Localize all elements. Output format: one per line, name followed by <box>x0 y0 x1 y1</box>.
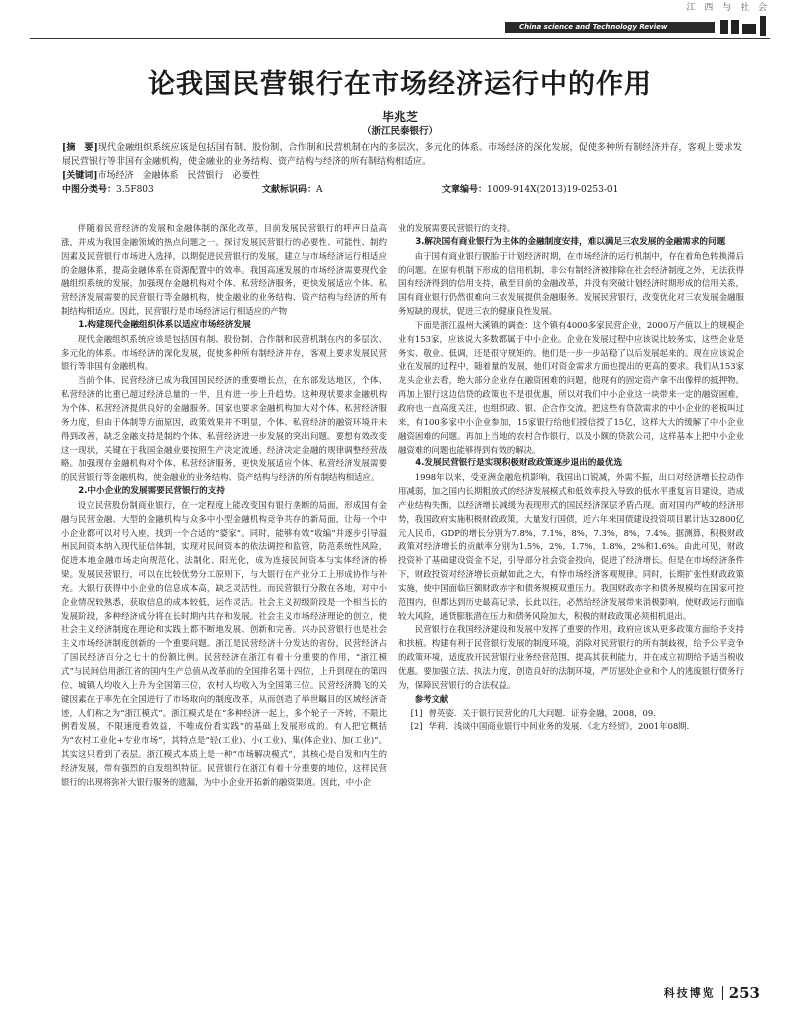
article-id-value: 1009-914X(2013)19-0253-01 <box>487 185 619 195</box>
footer-divider <box>722 986 723 1000</box>
journal-logo-icon <box>718 14 778 38</box>
body-paragraph: 民营银行在我国经济建设和发展中发挥了重要的作用，政府应该从更多政策方面给予支持和扶植。构建有利于民营银行发展的制度环境，消除对民营银行的所有制歧视，给予公平竞争的政策环境，适度放开民营银行业务经营范围，提高其获利能力，并在成立初期给予适当税收优惠。要加强立法、执法力度，创造良好的法制环境，严厉惩处企业和个人的逃废银行债务行为，保障民营银行的合法权益。 <box>398 624 744 690</box>
article-meta <box>62 184 742 198</box>
keywords <box>62 170 742 184</box>
reference-number: [2] <box>410 721 423 732</box>
body-paragraph: 当前个体、民营经济已成为我国国民经济的重要增长点，在东部发达地区，个体、私营经济的比重已超过经济总量的一半，且有进一步上升趋势。这种现状要求金融机构为个体、私营经济提供良好的金融服务。国家也要求金融机构加大对个体、私营经济服务力度，但由于体制等方面原因，政策效果并不明显，个体、私营经济的融资环境并未得到改善，缺乏金融支持是制约个体、私营经济进一步发展的突出问题。要想有效改变这一现状，关键在于我国金融业要按照生产决定流通、经济决定金融的规律调整经营战略。加强现存金融机构对个体、私营经济服务，更快发展适应个体、私营经济发展需要的民营银行等金融机构，使金融业的业务结构、资产结构与经济的所有制结构相适应。 <box>61 375 387 483</box>
article-id-entry <box>442 184 618 198</box>
doc-code-label: 文献标识码： <box>262 185 317 195</box>
doc-code-entry <box>262 184 442 198</box>
reference-item <box>398 707 744 721</box>
keywords-label: [关键词] <box>62 171 98 181</box>
body-paragraph: 1998年以来，受亚洲金融危机影响，我国出口锐减，外需不振，出口对经济增长拉动作用减弱，加之国内长期粗放式的经济发展模式和低效率投入导致的低水平重复盲目建设，造成产业结构失衡，以经济增长减缓为表现形式的国民经济深层矛盾凸现。面对国内严峻的经济形势，我国政府实施积极财政政策，大量发行国债，近六年来国债建设投资项目累计达32800亿元人民币，GDP的增长分别为7.8%，7.1%，8%，7.3%，8%，7.4%。据测算，积极财政政策对经济增长的贡献率分别为1.5%，2%，1.7%，1.8%，2%和1.6%。由此可见，财政投资补了基础建设资金不足，引导部分社会资金投向，促进了经济增长。但是在市场经济条件下，财政投资对经济增长贡献如此之大，有悖市场经济客观规律。同时，长期扩张性财政政策实施，使中国面临巨额财政赤字和债务规模双重压力。我国财政赤字和债务规模均在国家可控范围内，但都达到历史最高记录，长此以往，必然给经济发展带来消极影响，使财政运行面临较大风险，通货膨胀潜在压力和债务风险加大，积极的财政政策必须相机退出。 <box>398 472 744 621</box>
page-number: 253 <box>728 983 760 1002</box>
doc-code-value: A <box>316 185 323 195</box>
section-heading: 4.发展民营银行是实现积极财政政策逐步退出的最优选 <box>415 458 623 469</box>
article-title: 论我国民营银行在市场经济运行中的作用 <box>148 69 652 100</box>
journal-header-text: 江 西 与 社 会 <box>686 3 770 13</box>
body-paragraph: 下面是浙江温州大溪镇的调查：这个镇有4000多家民营企业，2000万产值以上的规模企业有153家，应该说大多数都属于中小企业。企业在发展过程中应该说比较务实，这些企业是务实、敬业、低调，还是很守规矩的。他们是一步一步站稳了以后发展起来的。现在应该说企业在发展的过程中，随着量的发展，他们对资金需求方面也提出的更高的要求。我们从153家龙头企业去看，绝大部分企业存在融资困难的问题，他现有的固定资产拿不出像样的抵押物。再加上银行这边信贷的政策也不是很优惠，所以对我们中小企业这一块带来一定的融资困难，政府也一直高度关注，也组织政、银、企合作交流，把这些有贷款需求的中小企业的老板叫过来，有100多家中小企业参加，15家银行给他们授信授了15亿，这样大大的缓解了中小企业融资困难的问题。再加上当地的农村合作银行，以及小额的贷款公司，这样基本上把中小企业融资难的问题也能够得到有效的解决。 <box>398 319 744 455</box>
references-heading: 参考文献 <box>414 693 449 704</box>
clc-label: 中图分类号： <box>62 185 117 195</box>
clc-entry <box>62 184 262 198</box>
article-id-label: 文章编号： <box>442 185 488 195</box>
section-heading: 2.中小企业的发展需要民营银行的支持 <box>78 486 225 497</box>
body-paragraph: 设立民营股份制商业银行，在一定程度上能改变国有银行垄断的局面，形成国有金融与民营金融、大型的金融机构与众多中小型金融机构竞争共存的新局面，让每一个中小企业都可以对号入座，找到一个合适的“婆家”。同时，能够有效“收编”并逐步引导温州民间资本纳入现代征信体制，实现对民间资本的依法调控和监管，防范系统性风险，促进本地金融市场走向规范化、法制化、阳光化，成为连接民间资本与实体经济的桥梁。发展民营银行，可以在比较优势分工原则下，与大银行在产业分工上形成协作与补充。大银行获得中小企业的信息成本高，缺乏灵活性。而民营银行分散在各地，对中小企业情况较熟悉，获取信息的成本较低，运作灵活。社会主义初级阶段是一个相当长的发展阶段，多种经济成分将在长时期内共存和发展。社会主义市场经济理论的创立，使社会主义经济制度在理论和实践上都不断地发展、创新和完善。兴办民营银行也是社会主义市场经济制度创新的一个重要问题。浙江是民营经济十分发达的省份，民营经济占了国民经济百分之七十的份额比例。民营经济在浙江有着十分重要的作用，“浙江模式”与民间信用浙江省的国内生产总值从改革前的全国排名第十四位，上升到现在的第四位，城镇人均收入上升为全国第三位，农村人均收入为全国第三位。民营经济腾飞的关键因素在于率先在全国进行了市场取向的制度改革，从而创造了举世瞩目的区域经济奇迹，人们称之为“浙江模式”。浙江模式是在“多种经济一起上，多个轮子一齐转，不限比例看发展，不限速度看效益，不唯成份看实践”的基础上发展形成的。有人把它概括为“农村工业化+专业市场”，其特点是“轻(工业)、小(工业)、集(体企业)、加(工业)”。其实这只看到了表层。浙江模式本质上是一种“市场解决模式”，其核心是自发和内生的经济发展，带有强烈的自发组织特征。民营银行在浙江有着十分重要的地位，这样民营银行的出现将弥补大银行服务的遗漏，为中小企业开拓新的融资渠道。因此，中小企 <box>61 499 387 787</box>
left-column <box>61 222 387 790</box>
section-heading: 1.构建现代金融组织体系以适应市场经济发展 <box>78 319 251 330</box>
abstract-text: 现代金融组织系统应该是包括国有制、股份制、合作制和民营机制在内的多层次、多元化的体系。市场经济的深化发展，促使多种所有制经济并存，客观上要求发展民营银行等非国有金融机构，使金融业的业务结构、资产结构与经济的所有制结构相适应。 <box>62 143 742 167</box>
reference-item <box>398 720 744 734</box>
reference-text: 华莉．浅谈中国商业银行中间业务的发展．《北方经贸》，2001年08期． <box>428 721 696 732</box>
body-paragraph: 由于国有商业银行脱胎于计划经济时期，在市场经济的运行机制中，存在着角色转换滞后的问题。在原有机制下形成的信用机制，非公有制经济被排除在社会经济制度之外，无法获得国有经济得到的信用支持，截至目前的金融改革，并没有突破计划经济时期形成的信用关系，国有商业银行仍然很难向三农发展提供金融服务。发展民营银行，改变优化对三农发展金融服务短缺的现状，促进三农的健康良性发展。 <box>398 250 744 317</box>
section-heading: 3.解决国有商业银行为主体的金融制度安排，难以满足三农发展的金融需求的问题 <box>415 236 726 247</box>
footer-section: 科技博览 <box>663 986 716 1000</box>
header-rule <box>30 38 770 39</box>
abstract <box>62 142 742 169</box>
body-paragraph: 伴随着民营经济的发展和金融体制的深化改革，目前发展民营银行的呼声日益高涨，并成为我国金融领域的热点问题之一。探讨发展民营银行的必要性、可能性、制约因素及民营银行市场进入选择，以期促进民营银行的发展，建立与市场经济运行相适应的金融体系，提高金融体系在资源配置中的效率。我国高速发展的市场经济需要现代金融组织系统的发展，加强现存金融机构对个体、私营经济服务，更快发展适应个体、私营经济发展需要的民营银行等金融机构，使金融业的业务结构、资产结构与经济的所有制结构相适应。因此，民营银行是市场经济运行相适应的产物 <box>61 223 387 317</box>
article-author: 毕兆芝 <box>381 110 418 124</box>
reference-text: 曾英姿．关于银行民营化的几大问题．证券金融，2008，09． <box>428 707 662 718</box>
abstract-label: [摘 要] <box>62 143 98 153</box>
reference-number: [1] <box>410 707 423 718</box>
keywords-text: 市场经济 金融体系 民营银行 必要性 <box>97 171 260 181</box>
author-affiliation: （浙江民泰银行） <box>361 126 438 137</box>
page-footer <box>560 982 760 1004</box>
right-column <box>398 222 744 734</box>
journal-name-bar: China science and Technology Review <box>505 22 715 33</box>
body-paragraph: 业的发展需要民营银行的支持。 <box>398 223 516 233</box>
clc-value: 3.5F803 <box>116 185 154 195</box>
body-paragraph: 现代金融组织系统应该是包括国有制、股份制、合作制和民营机制在内的多层次、多元化的体系。市场经济的深化发展，促使多种所有制经济并存，客观上要求发展民营银行等非国有金融机构。 <box>61 333 387 372</box>
